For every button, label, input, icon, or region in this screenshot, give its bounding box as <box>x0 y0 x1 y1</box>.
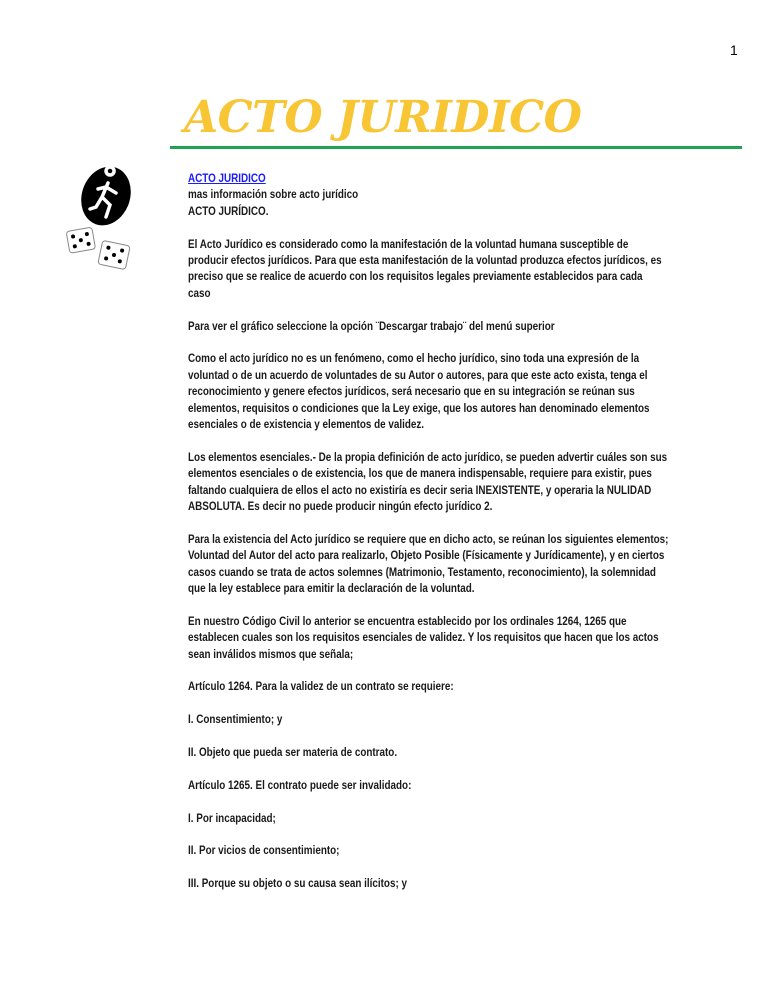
document-body <box>188 170 744 908</box>
paragraph: El Acto Jurídico es considerado como la manifestación de la voluntad humana susceptible de producir efectos jurídicos. Para que esta manifestación de la voluntad produzca efectos jurídicos, es preciso que se realice de acuerdo con los requisitos legales previamente establecidos para cada caso <box>188 236 662 300</box>
article-heading: Artículo 1265. El contrato puede ser invalidado: <box>188 777 412 792</box>
acto-juridico-link[interactable]: ACTO JURIDICO <box>188 171 266 185</box>
list-item: III. Porque su objeto o su causa sean ilícitos; y <box>188 876 407 891</box>
runner-dice-clipart-icon <box>62 163 142 273</box>
paragraph: Para ver el gráfico seleccione la opción ¨Descargar trabajo¨ del menú superior <box>188 318 555 333</box>
page-number: 1 <box>730 42 738 58</box>
paragraph: Los elementos esenciales.- De la propia definición de acto jurídico, se pueden advertir cuáles son sus elementos esenciales o de existencia, los que de manera indispensable, requiere para existir, pues faltando cualquiera de ellos el acto no existiría es decir seria INEXISTENTE, y operaria la NULIDAD ABSOLUTA. Es decir no puede producir ningún efecto jurídico 2. <box>188 449 668 514</box>
list-item: II. Por vicios de consentimiento; <box>188 843 340 858</box>
list-item: I. Por incapacidad; <box>188 810 276 825</box>
list-item: II. Objeto que pueda ser materia de contrato. <box>188 745 398 760</box>
paragraph: En nuestro Código Civil lo anterior se encuentra establecido por los ordinales 1264, 1265 que establecen cuales son los requisitos esenciales de validez. Y los requisitos que hacen que los actos sean inválidos mismos que señala; <box>188 613 659 661</box>
subtitle: mas información sobre acto jurídico <box>188 187 359 202</box>
title-divider <box>170 146 742 149</box>
paragraph: Como el acto jurídico no es un fenómeno, como el hecho jurídico, sino toda una expresión de la voluntad o de un acuerdo de voluntades de su Autor o autores, para que este acto exista, tenga el reconocimiento y genere efectos jurídicos, será necesario que en su integración se reúnan sus elementos, requisitos o condiciones que la Ley exige, que los autores han denominado elementos esenciales o de existencia y elementos de validez. <box>188 351 650 432</box>
document-title: ACTO JURIDICO <box>184 92 582 143</box>
paragraph: Para la existencia del Acto jurídico se requiere que en dicho acto, se reúnan los siguientes elementos; Voluntad del Autor del acto para realizarlo, Objeto Posible (Físicamente y Jurídicamente), y en ciertos casos cuando se trata de actos solemnes (Matrimonio, Testamento, reconocimiento), la solemnidad que la ley establece para emitir la declaración de la voluntad. <box>188 531 669 596</box>
list-item: I. Consentimiento; y <box>188 712 283 727</box>
section-heading: ACTO JURÍDICO. <box>188 203 269 218</box>
article-heading: Artículo 1264. Para la validez de un contrato se requiere: <box>188 679 454 694</box>
